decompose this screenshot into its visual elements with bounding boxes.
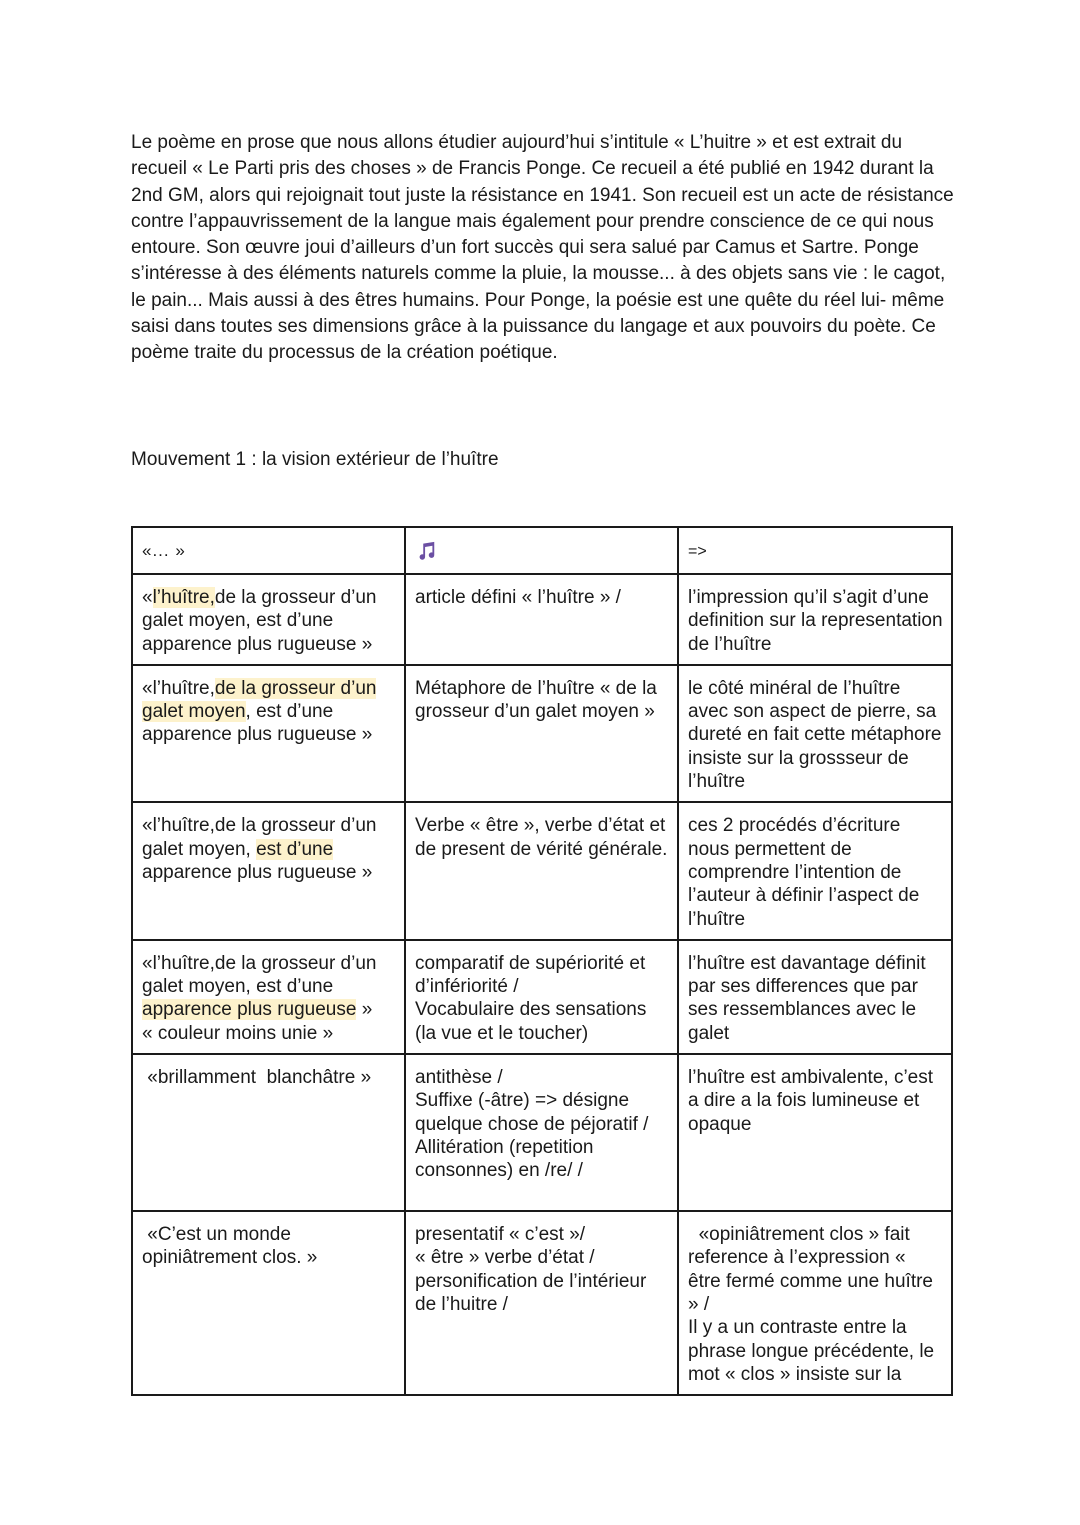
interpretation-text: «opiniâtrement clos » fait reference à l’expression « être fermé comme une huître » / [688, 1224, 939, 1315]
citation-text: «brillamment blanchâtre » [142, 1067, 372, 1089]
citation-highlight: l’huître, [152, 587, 215, 608]
citation-text: «C’est un monde opiniâtrement clos. » [142, 1224, 318, 1269]
citation-text: apparence plus rugueuse » [142, 861, 373, 883]
citation-highlight: apparence plus rugueuse [142, 999, 357, 1021]
citation-cell [132, 1211, 405, 1395]
interpretation-text: le côté minéral de l’huître avec son aspect de pierre, sa dureté en fait cette métaphore insiste sur la grossseur de l’huître [688, 677, 942, 793]
table-row [132, 1211, 952, 1395]
device-text: Vocabulaire des sensations (la vue et le toucher) [415, 999, 647, 1044]
device-text: Allitération (repetition consonnes) en /re/ / [415, 1136, 594, 1182]
interpretation-text: l’impression qu’il s’agit d’une definition sur la representation de l’huître [688, 587, 943, 655]
interpretation-cell [678, 665, 952, 802]
table-row [132, 574, 952, 665]
citation-text: «l’huître, [142, 677, 215, 699]
citation-text: « [142, 587, 153, 608]
device-cell [405, 665, 678, 802]
header-quote-label: «... » [142, 541, 186, 560]
citation-cell [132, 1054, 405, 1211]
header-cell-icon [405, 527, 678, 574]
citation-text: de la grosseur d’un galet moyen, est d’une apparence plus rugueuse » [142, 587, 377, 655]
citation-cell [132, 665, 405, 802]
citation-highlight: est d’une [256, 838, 334, 860]
device-text: presentatif « c’est »/ [415, 1224, 586, 1246]
interpretation-cell [678, 802, 952, 939]
table-header-row [132, 527, 952, 574]
citation-text: «l’huître,de la grosseur d’un galet moyen, [142, 815, 377, 860]
device-cell [405, 1054, 678, 1211]
table-row [132, 1054, 952, 1211]
device-text: comparatif de supériorité et d’infériorité / [415, 952, 646, 998]
interpretation-text: Il y a un contraste entre la phrase longue précédente, le mot « clos » insiste sur la [688, 1317, 940, 1385]
interpretation-cell [678, 940, 952, 1054]
table-row [132, 802, 952, 939]
citation-text: , est d’une apparence plus rugueuse » [142, 701, 373, 746]
device-cell [405, 574, 678, 665]
device-text: antithèse / [415, 1067, 503, 1089]
device-text: Métaphore de l’huître « de la grosseur d’un galet moyen » [415, 677, 657, 723]
section-title: Mouvement 1 : la vision extérieur de l’huître [131, 449, 499, 470]
header-cell-quote [132, 527, 405, 574]
device-text: article défini « l’huître » / [415, 587, 621, 608]
interpretation-cell [678, 574, 952, 665]
citation-cell [132, 940, 405, 1054]
device-cell [405, 940, 678, 1054]
citation-highlight: de la grosseur d’un galet moyen [142, 677, 377, 723]
intro-paragraph: Le poème en prose que nous allons étudier aujourd’hui s’intitule « L’huitre » et est extrait du recueil « Le Parti pris des choses » de Francis Ponge. Ce recueil a été publié en 1942 durant la 2nd GM, alors qui rejoignait tout juste la résistance en 1941. Son recueil est un acte de résistance contre l’appauvrissement de la langue mais également pour prendre conscience de ce qui nous entoure. Son œuvre joui d’ailleurs d’un fort succès qui sera salué par Camus et Sartre. Ponge s’intéresse à des éléments naturels comme la pluie, la mousse... à des objets sans vie : le cagot, le pain... Mais aussi à des êtres humains. Pour Ponge, la poésie est une quête du réel lui- même saisi dans toutes ses dimensions grâce à la puissance du langage et aux pouvoirs du poète. Ce poème traite du processus de la création poétique. [131, 132, 954, 364]
header-cell-arrow [678, 527, 952, 574]
interpretation-cell [678, 1211, 952, 1395]
citation-text: « couleur moins unie » [142, 1022, 334, 1044]
music-note-icon [415, 540, 437, 562]
citation-text: » [356, 999, 373, 1021]
interpretation-cell [678, 1054, 952, 1211]
interpretation-text: l’huître est ambivalente, c’est a dire a la fois lumineuse et opaque [688, 1067, 934, 1135]
device-text: Verbe « être », verbe d’état et de present de vérité générale. [415, 815, 668, 860]
device-text: personification de l’intérieur de l’huitre / [415, 1270, 647, 1315]
citation-text: «l’huître,de la grosseur d’un galet moyen, est d’une [142, 952, 377, 998]
citation-cell [132, 574, 405, 665]
header-arrow-label: => [688, 543, 707, 560]
citation-cell [132, 802, 405, 939]
table-row [132, 665, 952, 802]
device-text: « être » verbe d’état / [415, 1247, 595, 1269]
analysis-table [131, 526, 953, 1396]
interpretation-text: l’huître est davantage définit par ses differences que par ses ressemblances avec le galet [688, 952, 926, 1044]
table-row [132, 940, 952, 1054]
device-text: Suffixe (-âtre) => désigne quelque chose de péjoratif / [415, 1090, 649, 1135]
interpretation-text: ces 2 procédés d’écriture nous permettent de comprendre l’intention de l’auteur à définir l’aspect de l’huître [688, 815, 920, 930]
device-cell [405, 1211, 678, 1395]
device-cell [405, 802, 678, 939]
